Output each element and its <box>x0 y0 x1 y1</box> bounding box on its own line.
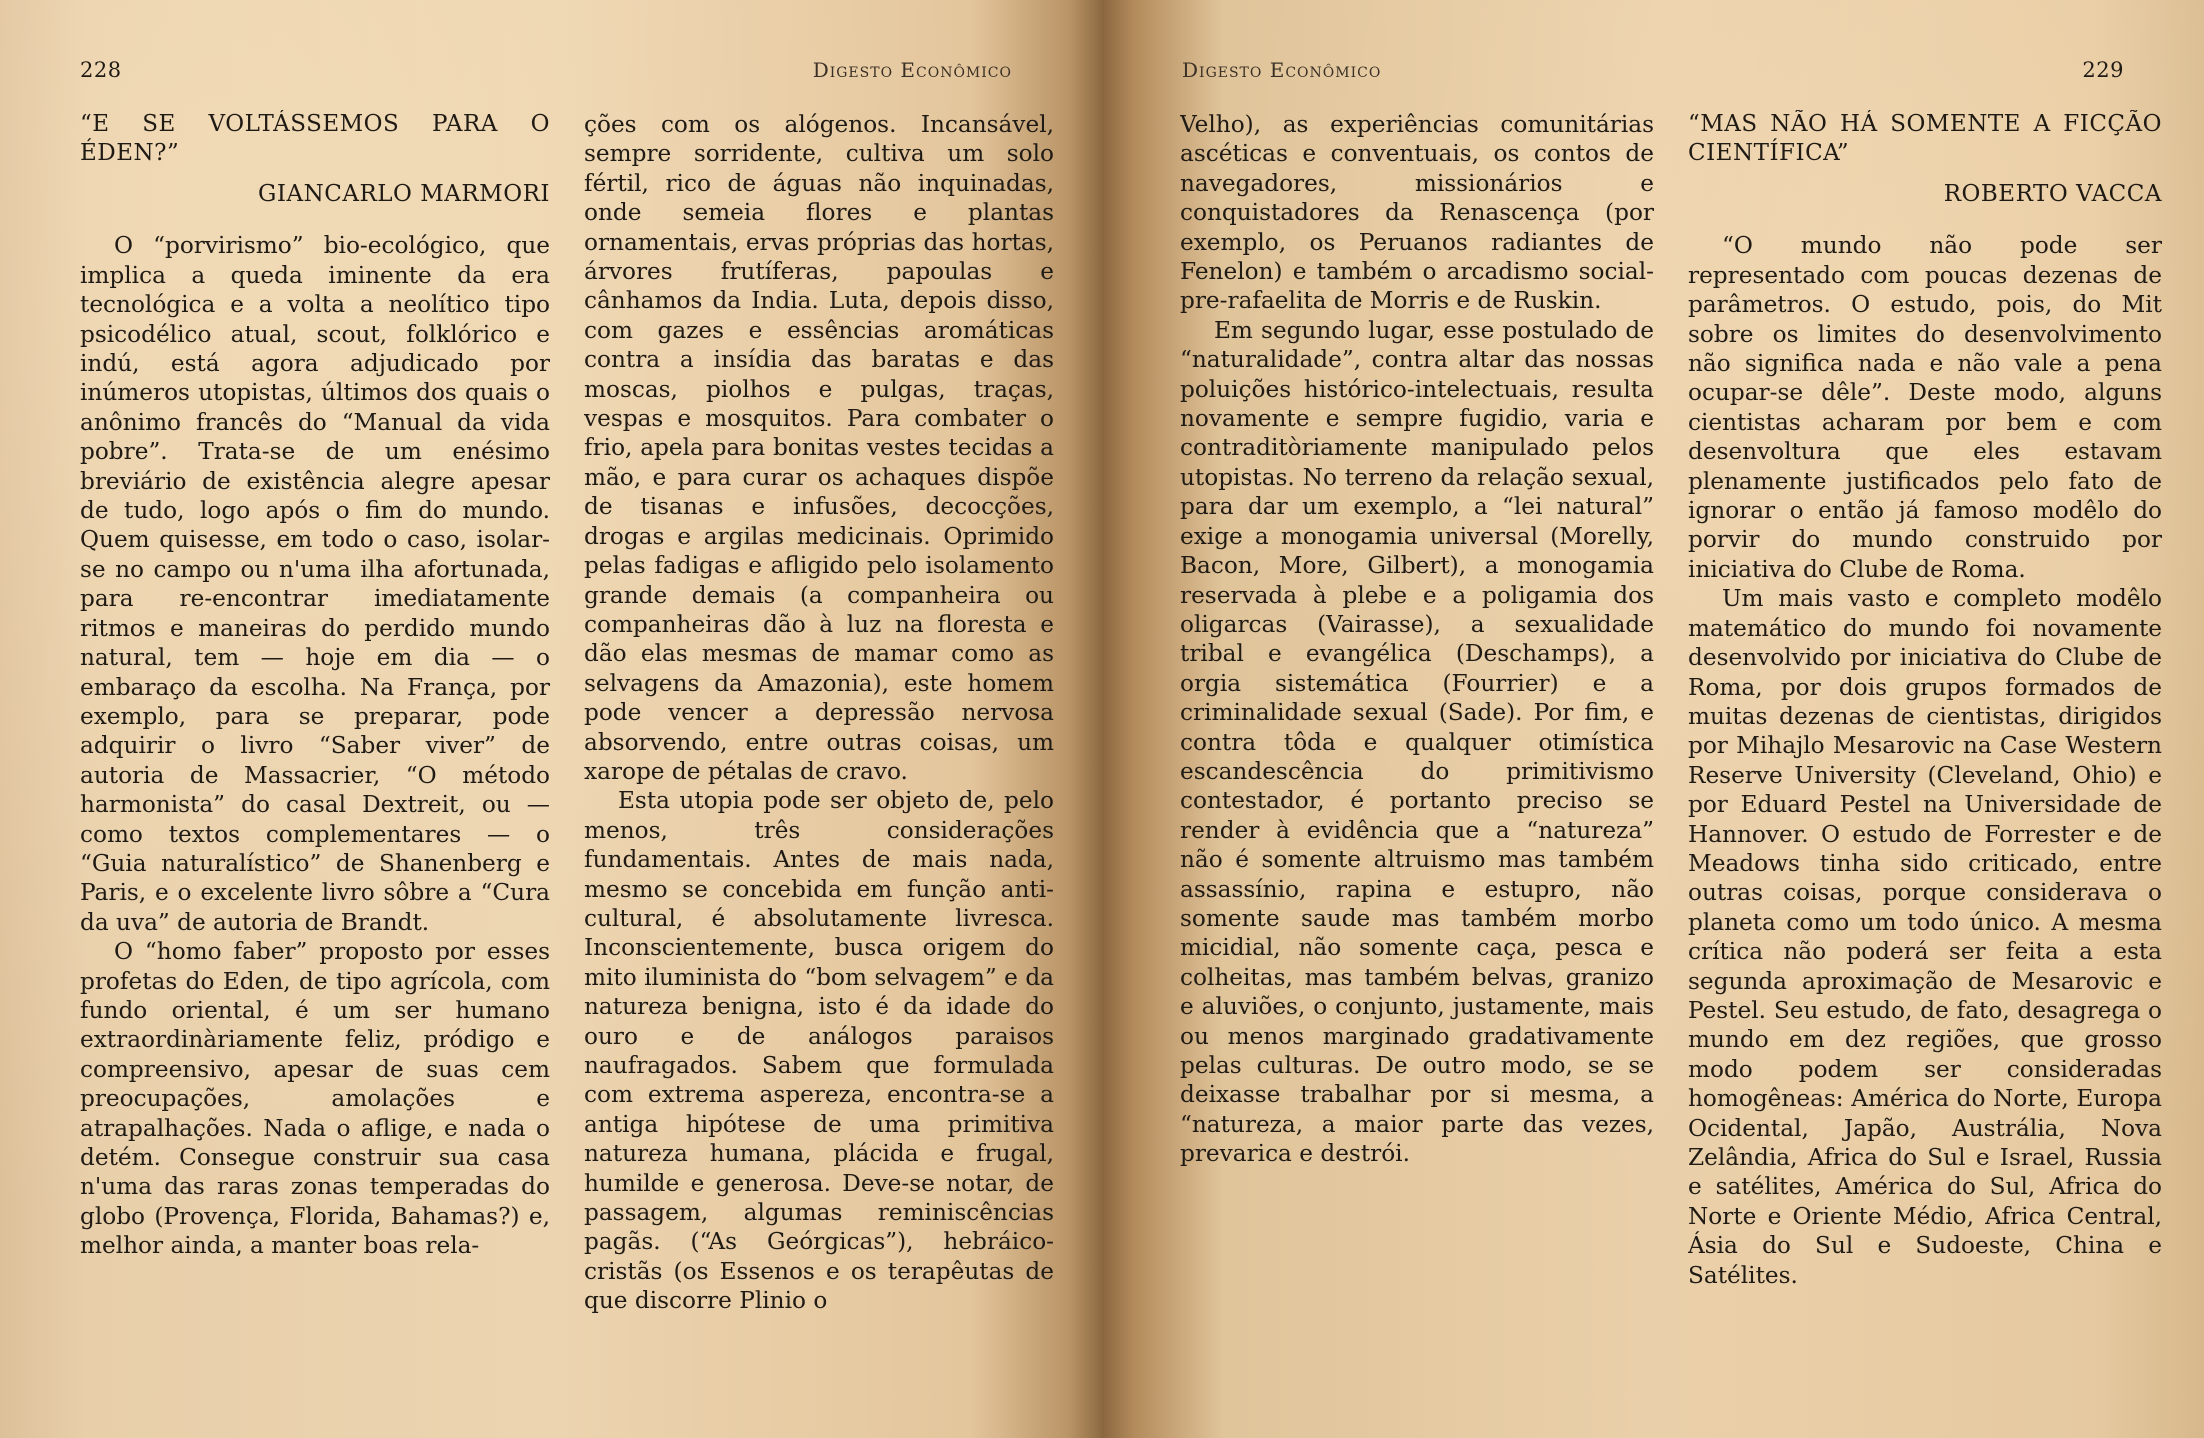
running-head: Digesto Econômico <box>812 58 1012 82</box>
running-head: Digesto Econômico <box>1182 58 1382 82</box>
paragraph: “O mundo não pode ser representado com poucas dezenas de parâmetros. O estudo, pois, do Mit sobre os limites do desenvolvimento não significa nada e não vale a pena ocupar-se dêle”. Deste modo, alguns cientistas acharam por bem e com desenvoltura que eles estavam plenamente justificados pelo fato de ignorar o então já famoso modêlo do porvir do mundo construido por iniciativa do Clube de Roma. <box>1688 232 2162 583</box>
right-page-column-2 <box>1688 110 2162 1398</box>
left-page-column-1 <box>80 110 550 1398</box>
paragraph: Esta utopia pode ser objeto de, pelo menos, três considerações fundamentais. Antes de mais nada, mesmo se concebida em função anti-cultural, é absolutamente livresca. Inconscientemente, busca origem do mito iluminista do “bom selvagem” e da natureza benigna, isto é da idade do ouro e de análogos paraisos naufragados. Sabem que formulada com extrema aspereza, encontra-se a antiga hipótese de uma primitiva natureza humana, plácida e frugal, humilde e generosa. Deve-se notar, de passagem, algumas reminiscências pagãs. (“As Geórgicas”), hebráico-cristãs (os Essenos e os terapêutas de que discorre Plinio o <box>584 787 1054 1315</box>
page-number: 228 <box>80 58 122 82</box>
page-number: 229 <box>2082 58 2124 82</box>
article-author: ROBERTO VACCA <box>1943 181 2162 207</box>
paragraph: Em segundo lugar, esse postulado de “naturalidade”, contra altar das nossas poluições histórico-intelectuais, resulta novamente e sempre fugidio, varia e contraditòriamente manipulado pelos utopistas. No terreno da relação sexual, para dar um exemplo, a “lei natural” exige a monogamia universal (Morelly, Bacon, More, Gilbert), a monogamia reservada à plebe e a poligamia dos oligarcas (Vairasse), a sexualidade tribal e evangélica (Deschamps), a orgia sistemática (Fourrier) e a criminalidade sexual (Sade). Por fim, e contra tôda e qualquer otimística escandescência do primitivismo contestador, é portanto preciso se render à evidência que a “natureza” não é somente altruismo mas também assassínio, rapina e estupro, não somente saude mas também morbo micidial, não somente caça, pesca e colheitas, mas também belvas, granizo e aluviões, o conjunto, justamente, mais ou menos marginado gradativamente pelas culturas. De outro modo, se se deixasse trabalhar por si mesma, a “natureza, a maior parte das vezes, prevarica e destrói. <box>1180 316 1654 1168</box>
paragraph: Velho), as experiências comunitárias ascéticas e conventuais, os contos de navegadores, missionários e conquistadores da Renascença (por exemplo, os Peruanos radiantes de Fenelon) e também o arcadismo social-pre-rafaelita de Morris e de Ruskin. <box>1180 111 1654 315</box>
article-title: “E SE VOLTÁSSEMOS PARA O ÉDEN?” <box>80 111 550 166</box>
right-page-columns <box>1180 110 2162 1398</box>
paragraph: ções com os alógenos. Incansável, sempre sorridente, cultiva um solo fértil, rico de águas não inquinadas, onde semeia flores e plantas ornamentais, ervas próprias das hortas, árvores frutíferas, papoulas e cânhamos da India. Luta, depois disso, com gazes e essências aromáticas contra a insídia das baratas e das moscas, piolhos e pulgas, traças, vespas e mosquitos. Para combater o frio, apela para bonitas vestes tecidas a mão, e para curar os achaques dispõe de tisanas e infusões, decocções, drogas e argilas medicinais. Oprimido pelas fadigas e afligido pelo isolamento grande demais (a companheira ou companheiras dão à luz na floresta e dão elas mesmas de mamar como as selvagens da Amazonia), este homem pode vencer a depressão nervosa absorvendo, entre outras coisas, um xarope de pétalas de cravo. <box>584 111 1054 785</box>
paragraph: O “porvirismo” bio-ecológico, que implica a queda iminente da era tecnológica e a volta a neolítico tipo psicodélico atual, scout, folklórico e indú, está agora adjudicado por inúmeros utopistas, últimos dos quais o anônimo francês do “Manual da vida pobre”. Trata-se de um enésimo breviário de existência alegre apesar de tudo, logo após o fim do mundo. Quem quisesse, em todo o caso, isolar-se no campo ou n'uma ilha afortunada, para re-encontrar imediatamente ritmos e maneiras do perdido mundo natural, tem — hoje em dia — o embaraço da escolha. Na França, por exemplo, para se preparar, pode adquirir o livro “Saber viver” de autoria de Massacrier, “O método harmonista” do casal Dextreit, ou — como textos complementares — o “Guia naturalístico” de Shanenberg e Paris, e o excelente livro sôbre a “Cura da uva” de autoria de Brandt. <box>80 232 550 936</box>
left-page-columns <box>80 110 1054 1398</box>
left-page-column-2 <box>584 110 1054 1398</box>
right-page <box>1102 0 2204 1438</box>
paragraph: Um mais vasto e completo modêlo matemático do mundo foi novamente desenvolvido por iniciativa do Clube de Roma, por dois grupos formados de muitas dezenas de cientistas, dirigidos por Mihajlo Mesarovic na Case Western Reserve University (Cleveland, Ohio) e por Eduard Pestel na Universidade de Hannover. O estudo de Forrester e de Meadows tinha sido criticado, entre outras coisas, porque considerava o planeta como um todo único. A mesma crítica não poderá ser feita a esta segunda aproximação de Mesarovic e Pestel. Seu estudo, de fato, desagrega o mundo em dez regiões, que grosso modo podem ser consideradas homogêneas: América do Norte, Europa Ocidental, Japão, Austrália, Nova Zelândia, Africa do Sul e Israel, Russia e satélites, América do Sul, Africa do Norte e Oriente Médio, Africa Central, Ásia do Sul e Sudoeste, China e Satélites. <box>1688 585 2162 1289</box>
right-page-column-1 <box>1180 110 1654 1398</box>
paragraph: O “homo faber” proposto por esses profetas do Eden, de tipo agrícola, com fundo oriental, é um ser humano extraordinàriamente feliz, pródigo e compreensivo, apesar de suas cem preocupações, amolações e atrapalhações. Nada o aflige, e nada o detém. Consegue construir sua casa n'uma das raras zonas temperadas do globo (Provença, Florida, Bahamas?) e, melhor ainda, a manter boas rela- <box>80 938 550 1260</box>
article-author: GIANCARLO MARMORI <box>258 181 550 207</box>
article-title: “MAS NÃO HÁ SOMENTE A FICÇÃO CIENTÍFICA” <box>1688 111 2162 166</box>
